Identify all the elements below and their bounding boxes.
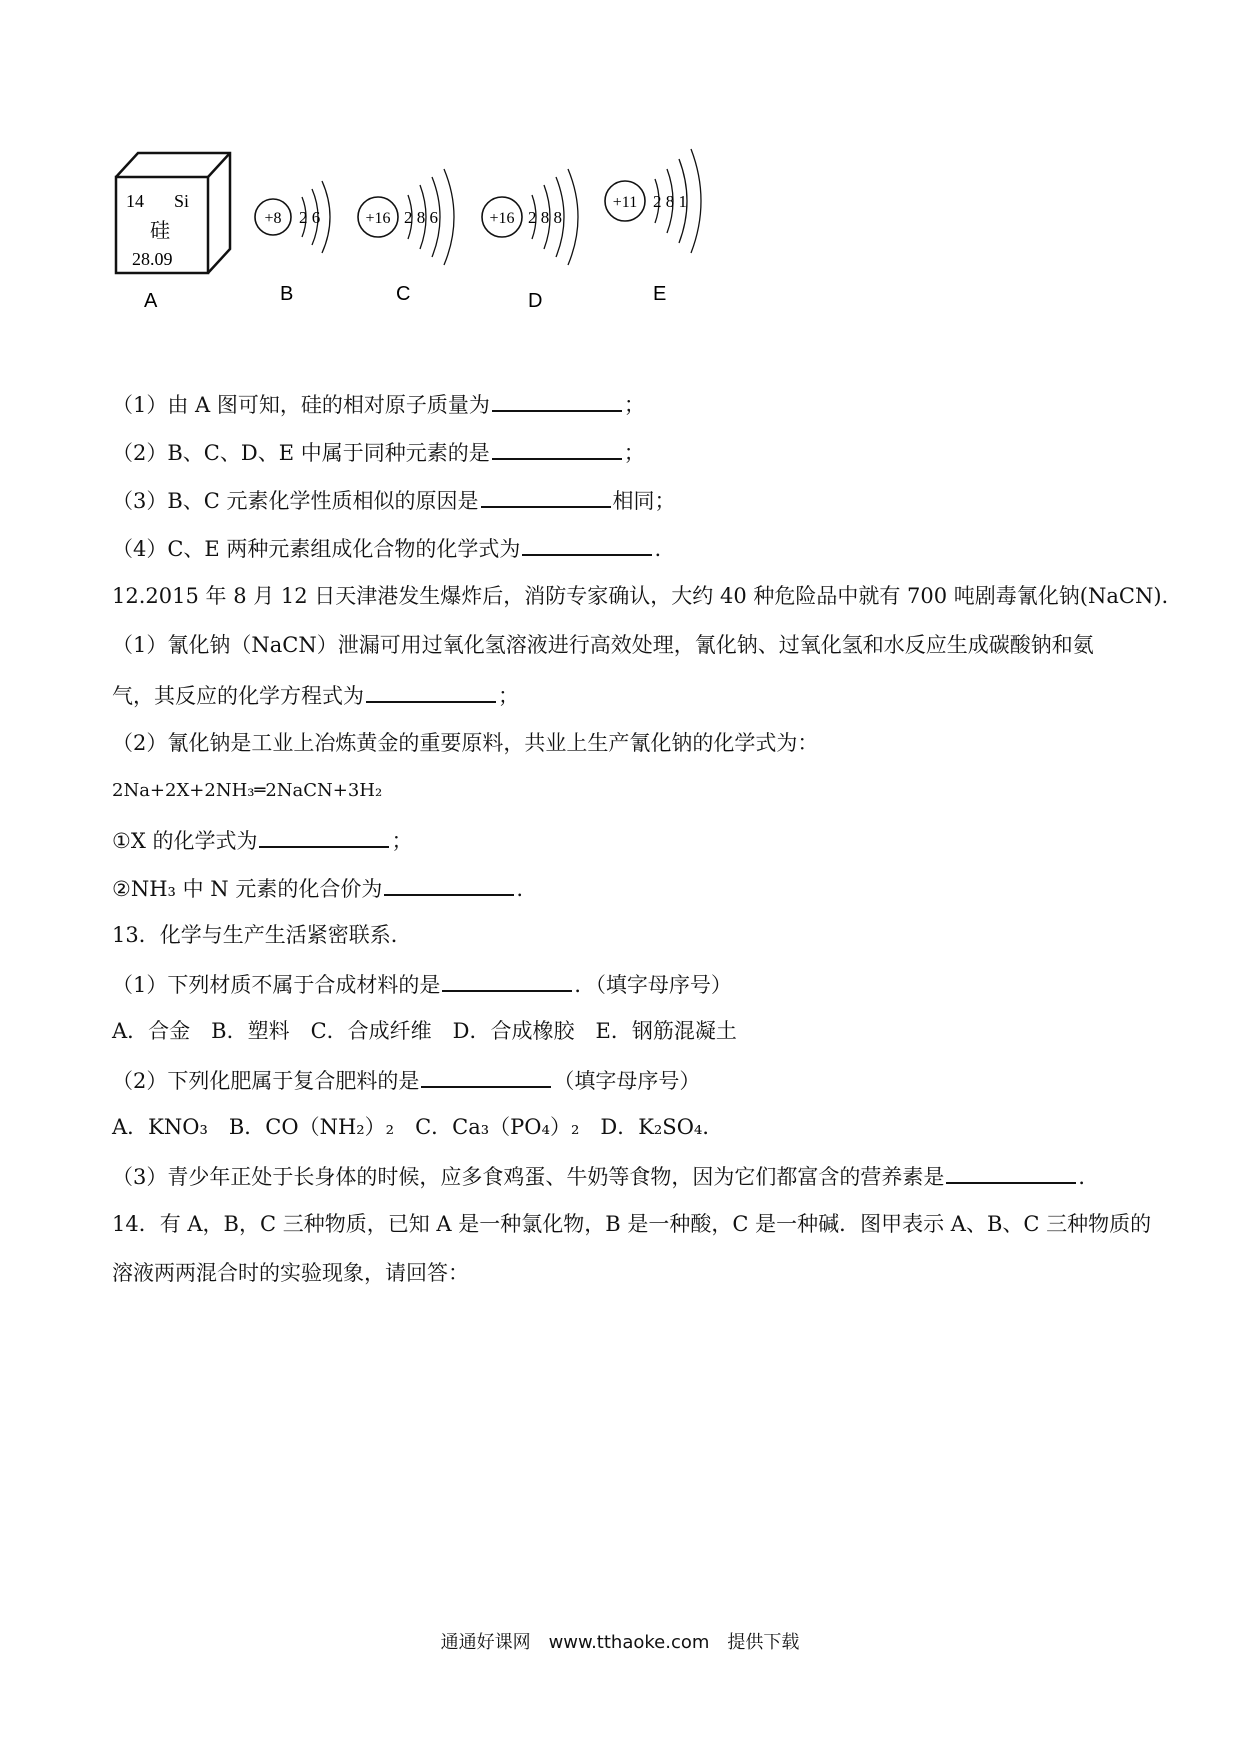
q12-equation: 2Na+2X+2NH₃═2NaCN+3H₂	[112, 780, 383, 801]
atomic-mass: 28.09	[132, 249, 173, 269]
q12-sub2: ②NH₃ 中 N 元素的化合价为 .	[112, 872, 523, 904]
figure-label-E: E	[653, 283, 667, 305]
atom-diagram-E	[605, 149, 701, 305]
q11-part3: （3）B、C 元素化学性质相似的原因是 相同；	[112, 484, 676, 516]
q12-part1-line2: 气，其反应的化学方程式为 ；	[112, 679, 519, 711]
q13-part3: （3）青少年正处于长身体的时候，应多食鸡蛋、牛奶等食物，因为它们都富含的营养素是 ．	[112, 1160, 1099, 1192]
figure-label-C: C	[396, 283, 411, 305]
element-cell-A	[116, 153, 230, 312]
q11-part2: （2）B、C、D、E 中属于同种元素的是 ；	[112, 436, 645, 468]
atom-diagram-B	[255, 181, 330, 305]
answer-blank[interactable]	[366, 679, 496, 703]
element-name: 硅	[150, 218, 170, 242]
answer-blank[interactable]	[522, 532, 652, 556]
nucleus-charge: +16	[489, 210, 515, 227]
answer-blank[interactable]	[946, 1160, 1076, 1184]
q13-part2-options: A．KNO₃ B．CO（NH₂）₂ C．Ca₃（PO₄）₂ D．K₂SO₄．	[112, 1115, 724, 1139]
nucleus-charge: +11	[612, 194, 638, 211]
nucleus-charge: +16	[365, 210, 391, 227]
answer-blank[interactable]	[492, 388, 622, 412]
atom-diagram-D	[482, 169, 578, 312]
atomic-structure-figure	[110, 145, 800, 350]
element-symbol: Si	[174, 191, 190, 211]
electron-shells: 2 8 6	[404, 208, 438, 227]
answer-blank[interactable]	[421, 1064, 551, 1088]
atom-diagram-C	[358, 169, 454, 305]
q11-part1: （1）由 A 图可知，硅的相对原子质量为 ；	[112, 388, 645, 420]
q12-stem: 12.2015 年 8 月 12 日天津港发生爆炸后，消防专家确认，大约 40 种危险品中就有 700 吨剧毒氰化钠(NaCN).	[112, 584, 1169, 608]
figure-label-A: A	[144, 290, 158, 312]
q12-part1-line1: （1）氰化钠（NaCN）泄漏可用过氧化氢溶液进行高效处理，氰化钠、过氧化氢和水反应生成碳酸钠和氨	[112, 633, 1094, 657]
nucleus-charge: +8	[264, 210, 282, 227]
answer-blank[interactable]	[492, 436, 622, 460]
figure-label-D: D	[528, 290, 543, 312]
q13-part2: （2）下列化肥属于复合肥料的是 （填字母序号）	[112, 1064, 700, 1096]
atomic-number: 14	[126, 191, 144, 211]
q13-part1-options: A．合金 B．塑料 C．合成纤维 D．合成橡胶 E．钢筋混凝土	[112, 1019, 737, 1043]
figure-label-B: B	[280, 283, 294, 305]
q13-part1: （1）下列材质不属于合成材料的是 ．（填字母序号）	[112, 968, 732, 1000]
q14-line2: 溶液两两混合时的实验现象，请回答：	[112, 1261, 469, 1285]
electron-shells: 2 8 8	[528, 208, 562, 227]
q13-stem: 13．化学与生产生活紧密联系．	[112, 923, 412, 947]
electron-shells: 2 8 1	[653, 192, 687, 211]
answer-blank[interactable]	[481, 484, 611, 508]
answer-blank[interactable]	[259, 824, 389, 848]
q11-part4: （4）C、E 两种元素组成化合物的化学式为 .	[112, 532, 661, 564]
page-footer[interactable]: 通通好课网 www.tthaoke.com 提供下载	[440, 1632, 800, 1653]
electron-shells: 2 6	[299, 208, 321, 227]
answer-blank[interactable]	[442, 968, 572, 992]
q14-line1: 14．有 A，B，C 三种物质，已知 A 是一种氯化物，B 是一种酸，C 是一种碱．图甲表示 A、B、C 三种物质的	[112, 1212, 1152, 1236]
q12-part2: （2）氰化钠是工业上冶炼黄金的重要原料，共业上生产氰化钠的化学式为：	[112, 731, 819, 755]
answer-blank[interactable]	[384, 872, 514, 896]
q12-sub1: ①X 的化学式为 ；	[112, 824, 412, 856]
